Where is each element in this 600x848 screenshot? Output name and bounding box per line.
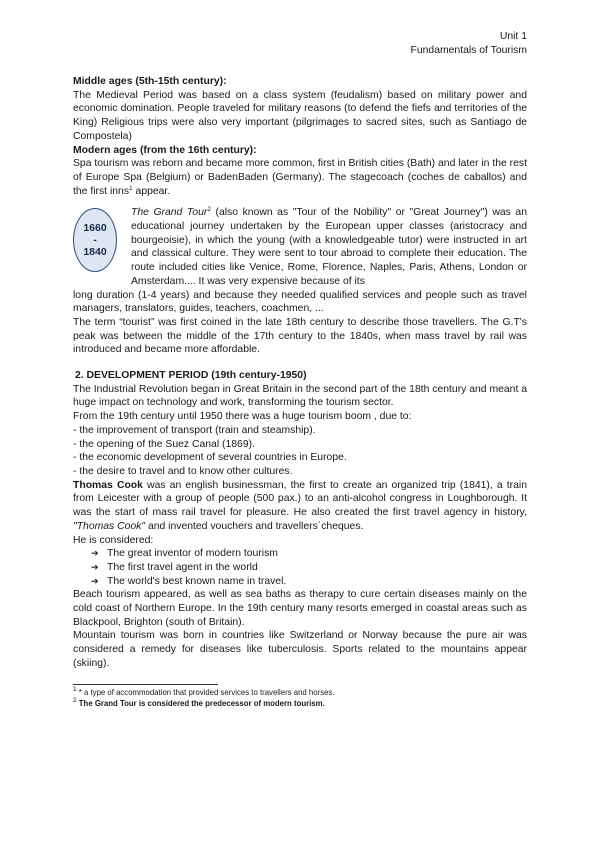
modern-ages-heading: Modern ages (from the 16th century): xyxy=(73,144,257,156)
middle-ages-heading: Middle ages (5th-15th century): xyxy=(73,76,227,87)
footnote-divider xyxy=(73,684,218,685)
reason-item: - the opening of the Suez Canal (1869). xyxy=(73,438,255,450)
tourist-term-text: The term “tourist” was first coined in the late 18th century to describe those travellers. The G.T's peak was between the middle of the 17th century to the 1840s, when mass travel by rail was introduced and became more affordable. xyxy=(73,316,527,356)
list-item: ➔ The great inventor of modern tourism xyxy=(91,547,527,561)
mountain-tourism-text: Mountain tourism was born in countries like Switzerland or Norway because the pure air was considered a remedy for diseases like tuberculosis. Sports related to the mountains appear (skiing). xyxy=(73,630,527,669)
thomas-cook-agency: "Thomas Cook" xyxy=(73,520,146,532)
grand-tour-block xyxy=(73,206,527,357)
grand-tour-date-badge: 1660 - 1840 xyxy=(73,208,117,272)
boom-text: From the 19th century until 1950 there was a huge tourism boom , due to: xyxy=(73,411,412,423)
list-item: ➔ The world's best known name in travel. xyxy=(91,575,527,589)
considered-label: He is considered: xyxy=(73,534,154,546)
list-item: ➔ The first travel agent in the world xyxy=(91,561,527,575)
thomas-cook-name: Thomas Cook xyxy=(73,479,143,491)
reason-item: - the desire to travel and to know other cultures. xyxy=(73,465,293,477)
subject-label: Fundamentals of Tourism xyxy=(410,45,527,56)
considered-list xyxy=(73,547,527,588)
footnote-ref-2: 2 xyxy=(207,206,211,214)
grand-tour-title: The Grand Tour xyxy=(131,207,208,219)
page-header xyxy=(73,30,527,58)
grand-tour-text-cont: long duration (1-4 years) and because they needed qualified services and people such as travel managers, translators, guides, teachers, coachmen, ... xyxy=(73,289,527,315)
middle-ages-text: The Medieval Period was based on a class system (feudalism) based on military power and economic domination. People traveled for military reasons (to defend the fiefs and territories of the King) Religious trips were also very important (pilgrimages to sacred sites, such as Santiago de Compostela) xyxy=(73,89,527,142)
thomas-cook-text: Thomas Cook was an english businessman, the first to create an organized trip (1841), a train from Leicester with a group of people (500 pax.) to an anti-alcohol congress in Loughborough. It was the start of mass rail travel for pleasure. He also created the first travel agency in history, "Thomas Cook" and invented vouchers and travellers´cheques. xyxy=(73,479,527,532)
development-heading: 2. DEVELOPMENT PERIOD (19th century-1950) xyxy=(75,370,307,382)
modern-ages-text: Spa tourism was reborn and became more common, first in British cities (Bath) and later in the rest of Europe Spa (Belgium) or BadenBaden (Germany). The stagecoach (coches de caballos) and the first inns$^1$ appear. xyxy=(73,158,527,197)
unit-label: Unit 1 xyxy=(499,31,527,42)
footnote-1: $^1$ * a type of accommodation that provided services to travellers and horses. xyxy=(73,685,335,697)
reason-item: - the improvement of transport (train and steamship). xyxy=(73,424,316,436)
footnote-ref-1: 1 xyxy=(129,184,133,192)
grand-tour-text: The Grand Tour$^2$ (also known as "Tour of the Nobility" or "Great Journey") was an educational journey undertaken by the European upper classes (aristocracy and bourgeoisie), in which the young (with a knowledgeable tutor) were instructed in art and classical culture. They were sent to tour abroad to complete their education. The route included cities like Venice, Rome, Florence, Naples, Paris, Athens, London or Amsterdam.... It was very expensive because of its xyxy=(131,206,527,287)
development-intro: The Industrial Revolution began in Great Britain in the second part of the 18th century and meant a huge impact on technology and work, transforming the tourism sector. xyxy=(73,383,528,409)
footnote-2: $^2$ The Grand Tour is considered the predecessor of modern tourism. xyxy=(73,696,325,708)
beach-tourism-text: Beach tourism appeared, as well as sea baths as therapy to cure certain diseases mainly on the cold coast of Northern Europe. In the 19th century many resorts emerged in coastal areas such as Blackpool, Brighton (south of Britain). xyxy=(73,589,527,628)
development-section xyxy=(73,369,527,670)
reason-item: - the economic development of several countries in Europe. xyxy=(73,452,347,464)
